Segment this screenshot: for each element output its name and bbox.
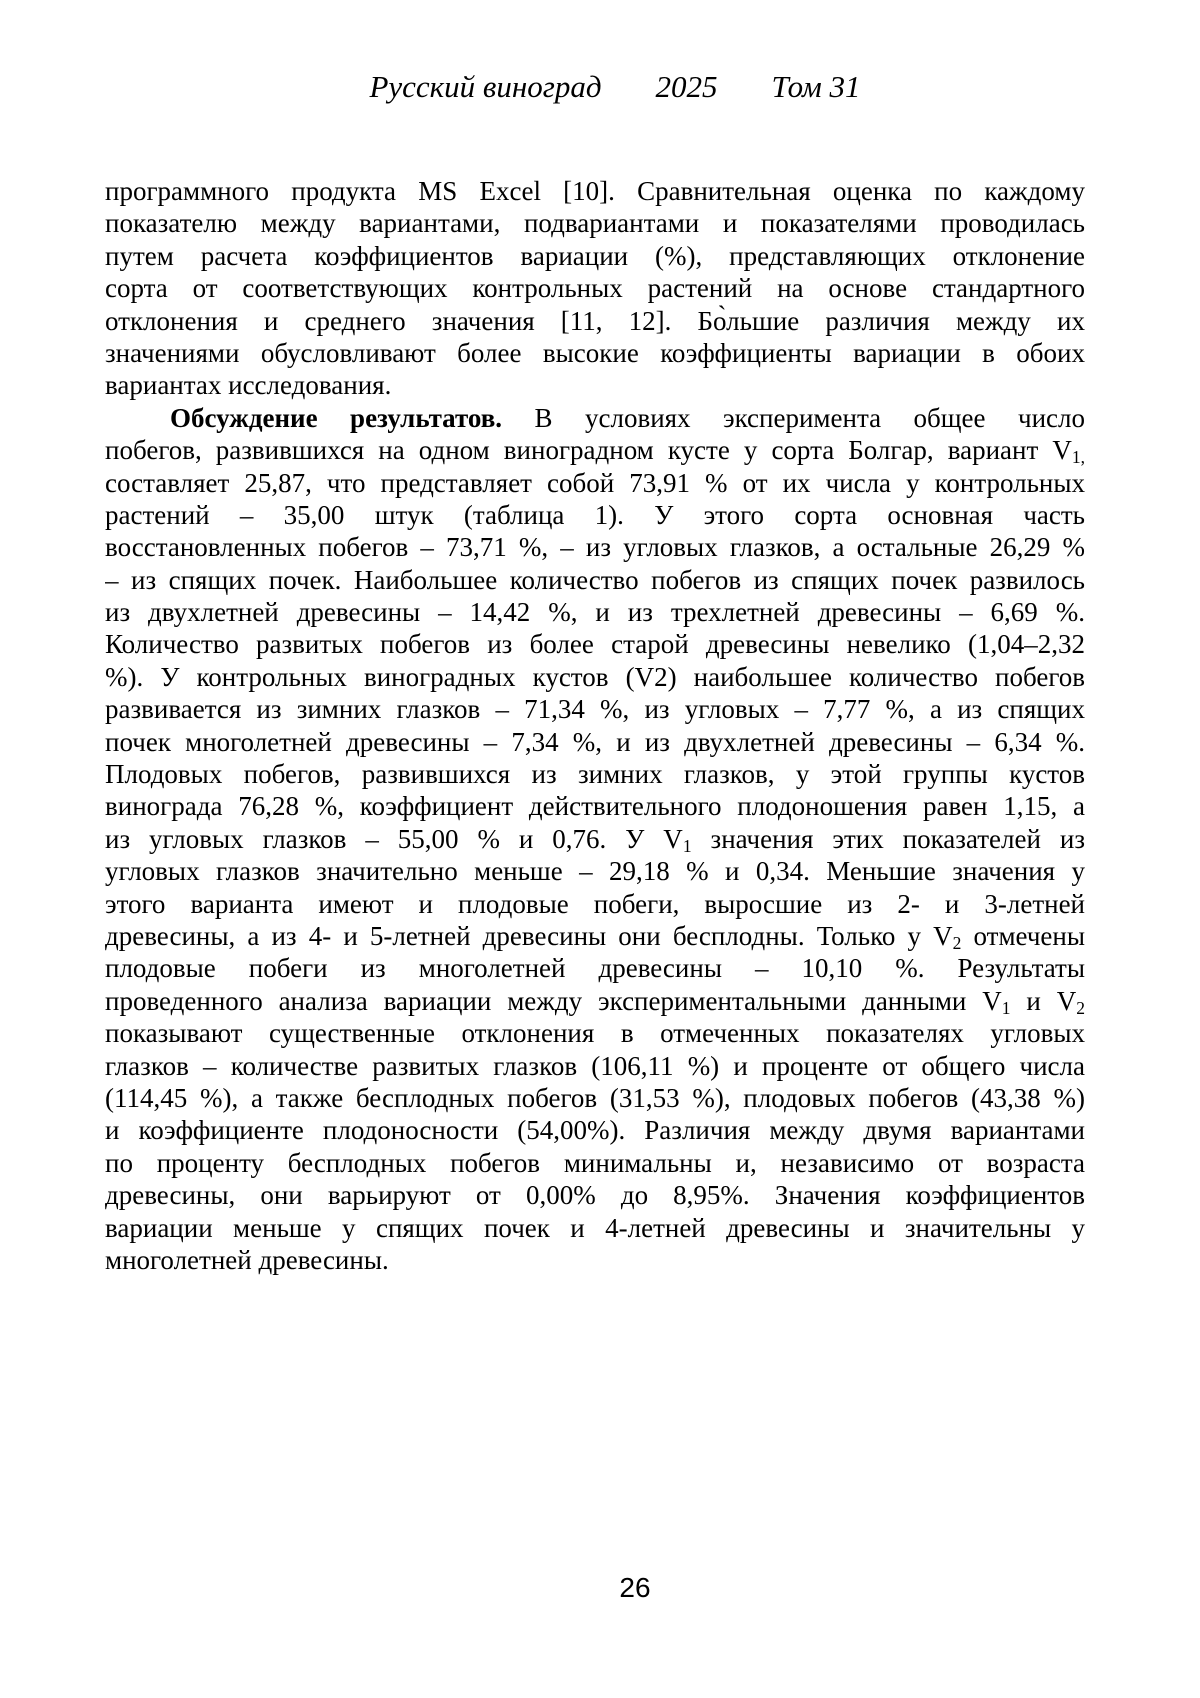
text-run: вариации меньше у спящих почек и 4-летней древесины и значительны у — [105, 1212, 1085, 1243]
text-line — [105, 693, 1085, 725]
text-run: В условиях эксперимента общее число — [502, 402, 1085, 433]
text-run: значениями обусловливают более высокие коэффициенты вариации в обоих — [105, 337, 1085, 368]
text-run: показателю между вариантами, подвариантами и показателями проводилась — [105, 208, 1085, 239]
journal-year: 2025 — [655, 69, 718, 104]
text-run: Плодовых побегов, развившихся из зимних глазков, у этой группы кустов — [105, 759, 1085, 790]
text-line — [105, 823, 1085, 855]
text-run: угловых глазков значительно меньше – 29,18 % и 0,34. Меньшие значения у — [105, 856, 1085, 887]
journal-title: Русский виноград — [369, 69, 602, 104]
text-line — [105, 305, 1085, 337]
text-line — [105, 855, 1085, 887]
text-line — [105, 499, 1085, 531]
text-line — [105, 1114, 1085, 1146]
text-line — [105, 920, 1085, 952]
text-line — [105, 790, 1085, 822]
text-run: из угловых глазков – 55,00 % и 0,76. У V — [105, 823, 683, 854]
text-line — [105, 1082, 1085, 1114]
text-run: плодовые побеги из многолетней древесины – 10,10 %. Результаты — [105, 953, 1085, 984]
journal-header — [105, 68, 1085, 106]
subscript-run: 1, — [1071, 446, 1085, 467]
text-line — [105, 661, 1085, 693]
text-line — [105, 369, 1085, 401]
text-line — [105, 564, 1085, 596]
text-run: – из спящих почек. Наибольшее количество побегов из спящих почек развилось — [105, 564, 1085, 595]
text-line — [105, 985, 1085, 1017]
text-run: развивается из зимних глазков – 71,34 %, из угловых – 7,77 %, а из спящих — [105, 694, 1085, 725]
text-run: и коэффициенте плодоносности (54,00%). Различия между двумя вариантами — [105, 1115, 1085, 1146]
text-run: Количество развитых побегов из более старой древесины невелико (1,04–2,32 — [105, 629, 1085, 660]
text-line — [105, 1179, 1085, 1211]
text-line — [105, 240, 1085, 272]
text-run: древесины, они варьируют от 0,00% до 8,95%. Значения коэффициентов — [105, 1180, 1085, 1211]
text-line — [105, 531, 1085, 563]
text-line — [105, 1050, 1085, 1082]
subscript-run: 1 — [682, 835, 692, 856]
text-run: проведенного анализа вариации между экспериментальными данными V — [105, 985, 1002, 1016]
text-run: составляет 25,87, что представляет собой 73,91 % от их числа у контрольных — [105, 467, 1085, 498]
page-number: 26 — [619, 1572, 651, 1603]
journal-volume: Том 31 — [771, 69, 861, 104]
text-run: почек многолетней древесины – 7,34 %, и из двухлетней древесины – 6,34 %. — [105, 726, 1085, 757]
text-run: показывают существенные отклонения в отмеченных показателях угловых — [105, 1018, 1085, 1049]
text-line — [105, 337, 1085, 369]
text-run: вариантах исследования. — [105, 370, 392, 401]
bold-run: Обсуждение результатов. — [170, 402, 503, 433]
text-run: по проценту бесплодных побегов минимальны и, независимо от возраста — [105, 1147, 1085, 1178]
text-run: значения этих показателей из — [691, 823, 1085, 854]
text-line — [105, 434, 1085, 466]
subscript-run: 2 — [952, 932, 962, 953]
text-run: отклонения и среднего значения [11, 12]. Бо̀льшие различия между их — [105, 305, 1085, 336]
text-line — [105, 272, 1085, 304]
text-run: из двухлетней древесины – 14,42 %, и из трехлетней древесины – 6,69 %. — [105, 597, 1085, 628]
text-line — [105, 952, 1085, 984]
text-run: побегов, развившихся на одном виноградном кусте у сорта Болгар, вариант V — [105, 435, 1072, 466]
text-line — [105, 207, 1085, 239]
text-run: глазков – количестве развитых глазков (106,11 %) и проценте от общего числа — [105, 1050, 1085, 1081]
text-line — [105, 758, 1085, 790]
text-line — [105, 467, 1085, 499]
text-run: древесины, а из 4- и 5-летней древесины они бесплодны. Только у V — [105, 920, 953, 951]
text-run: винограда 76,28 %, коэффициент действительного плодоношения равен 1,15, а — [105, 791, 1085, 822]
text-line — [105, 726, 1085, 758]
text-run: и V — [1010, 985, 1077, 1016]
text-run: этого варианта имеют и плодовые побеги, выросшие из 2- и 3-летней — [105, 888, 1085, 919]
text-run: %). У контрольных виноградных кустов (V2) наибольшее количество побегов — [105, 661, 1085, 692]
subscript-run: 2 — [1076, 997, 1085, 1018]
text-run: сорта от соответствующих контрольных растений на основе стандартного — [105, 273, 1085, 304]
text-line — [105, 175, 1085, 207]
text-line — [105, 628, 1085, 660]
text-run: отмечены — [961, 920, 1085, 951]
text-line — [105, 402, 1085, 434]
text-line — [105, 1017, 1085, 1049]
text-line — [105, 888, 1085, 920]
text-run: программного продукта MS Excel [10]. Сравнительная оценка по каждому — [105, 176, 1085, 206]
text-line — [105, 1212, 1085, 1244]
text-run: путем расчета коэффициентов вариации (%), представляющих отклонение — [105, 240, 1085, 271]
text-run: (114,45 %), а также бесплодных побегов (31,53 %), плодовых побегов (43,38 %) — [105, 1082, 1085, 1113]
subscript-run: 1 — [1001, 997, 1011, 1018]
text-line — [105, 596, 1085, 628]
text-run: восстановленных побегов – 73,71 %, – из угловых глазков, а остальные 26,29 % — [105, 532, 1085, 563]
text-run: растений – 35,00 штук (таблица 1). У этого сорта основная часть — [105, 499, 1085, 530]
text-run: многолетней древесины. — [105, 1244, 389, 1275]
text-line — [105, 1244, 1085, 1276]
text-line — [105, 1147, 1085, 1179]
article-body — [105, 175, 1085, 1276]
